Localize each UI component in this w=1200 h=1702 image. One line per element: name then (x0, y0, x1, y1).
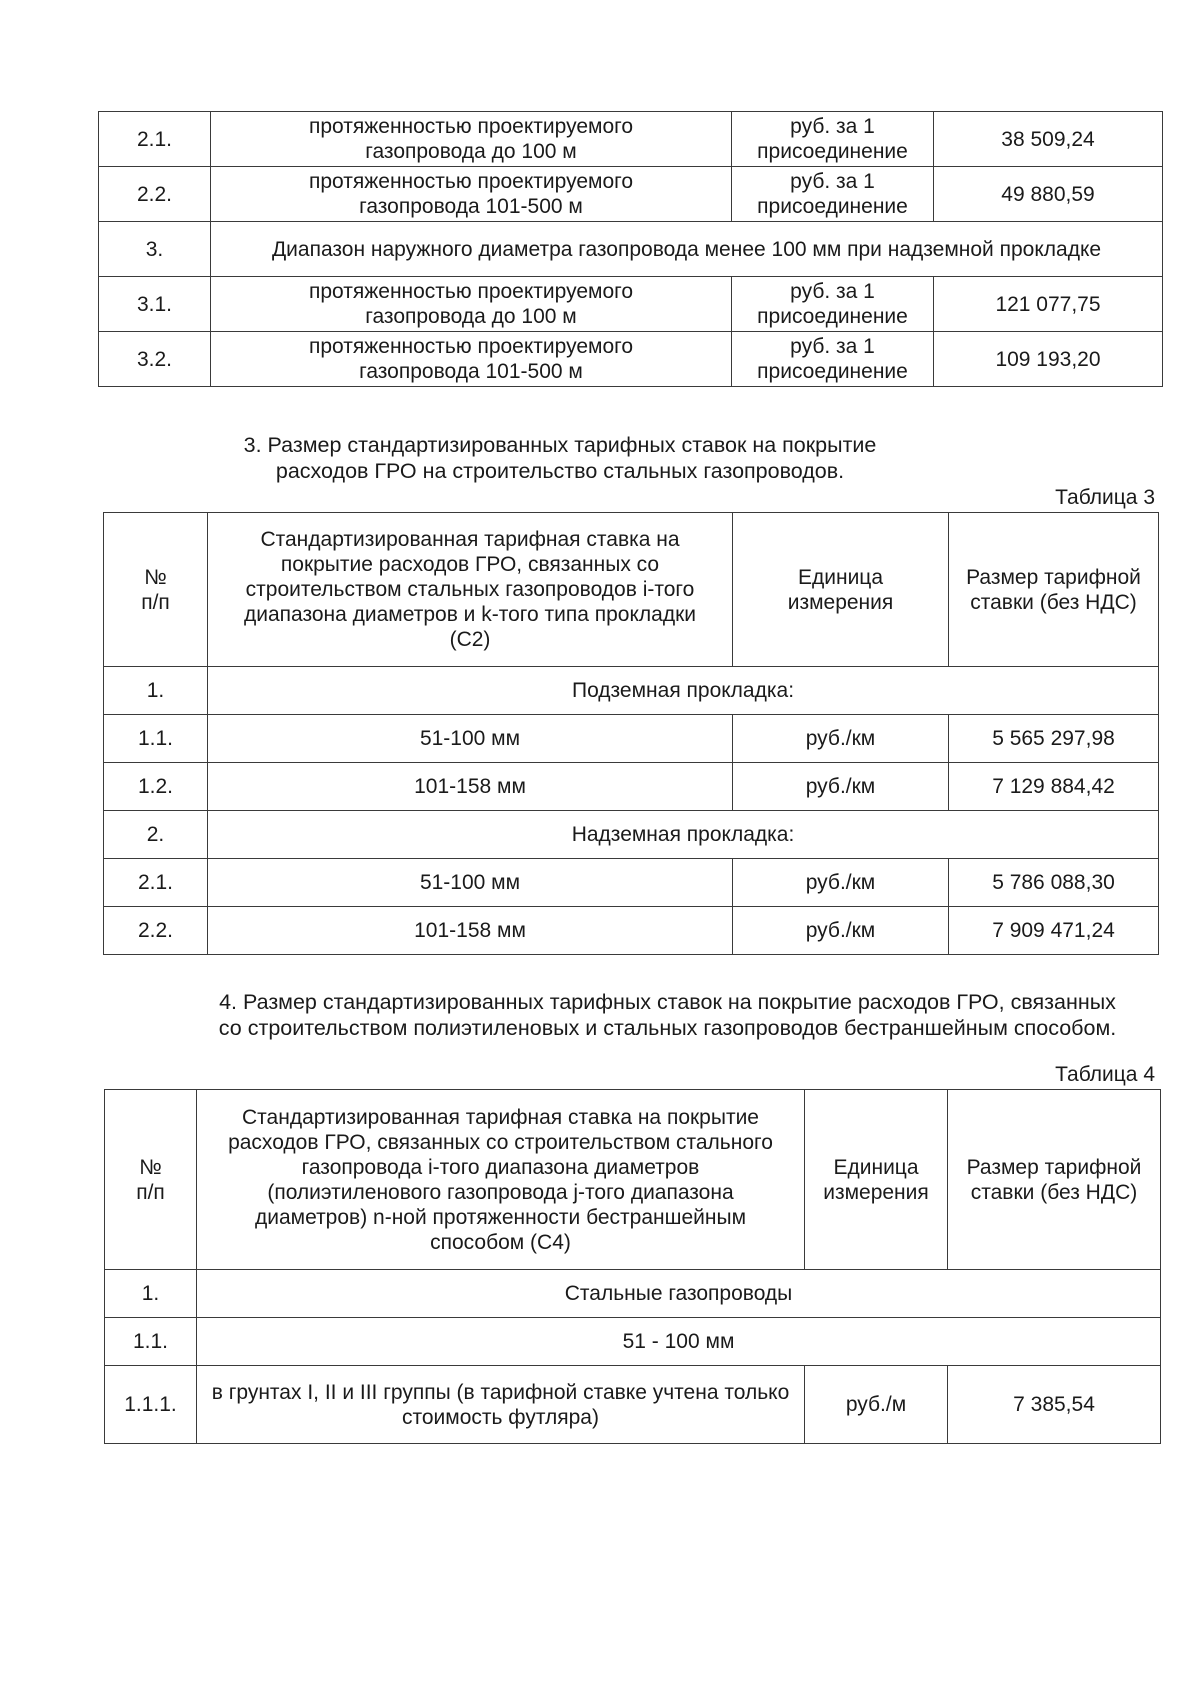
section-3-heading: 3. Размер стандартизированных тарифных ставок на покрытие расходов ГРО на строительство стальных газопроводов. (243, 433, 877, 483)
table-section-row (104, 811, 1159, 859)
row-description: 101-158 мм (208, 763, 733, 811)
table-row (99, 277, 1163, 332)
row-description: протяженностью проектируемого газопровода 101-500 м (211, 167, 732, 222)
table-2-continuation (98, 111, 1163, 387)
section-title: Стальные газопроводы (197, 1270, 1161, 1318)
row-value: 7 129 884,42 (949, 763, 1159, 811)
header-number: № п/п (105, 1090, 197, 1270)
row-number: 3. (99, 222, 211, 277)
header-description: Стандартизированная тарифная ставка на покрытие расходов ГРО, связанных со строительством стального газопровода i-того диапазона диаметров (полиэтиленового газопровода j-того диапазона диаметров) n-ной протяженности бестраншейным способом (С4) (197, 1090, 805, 1270)
table-row (104, 859, 1159, 907)
row-number: 2.1. (99, 112, 211, 167)
row-value: 121 077,75 (934, 277, 1163, 332)
table-section-row (105, 1318, 1161, 1366)
row-description: протяженностью проектируемого газопровода до 100 м (211, 277, 732, 332)
table-section-row (105, 1270, 1161, 1318)
header-description: Стандартизированная тарифная ставка на покрытие расходов ГРО, связанных со строительством стальных газопроводов i-того диапазона диаметров и k-того типа прокладки (С2) (208, 513, 733, 667)
table-row (99, 167, 1163, 222)
row-number: 1. (105, 1270, 197, 1318)
section-4-heading: 4. Размер стандартизированных тарифных ставок на покрытие расходов ГРО, связанных со строительством полиэтиленовых и стальных газопроводов бестраншейным способом. (218, 990, 1117, 1040)
row-number: 1.1.1. (105, 1366, 197, 1444)
row-value: 5 565 297,98 (949, 715, 1159, 763)
row-number: 2. (104, 811, 208, 859)
table-row (104, 907, 1159, 955)
header-value: Размер тарифной ставки (без НДС) (949, 513, 1159, 667)
section-title: 51 - 100 мм (197, 1318, 1161, 1366)
row-number: 2.2. (99, 167, 211, 222)
row-number: 3.1. (99, 277, 211, 332)
table-3-label: Таблица 3 (1055, 486, 1155, 509)
row-description: в грунтах I, II и III группы (в тарифной ставке учтена только стоимость футляра) (197, 1366, 805, 1444)
row-number: 3.2. (99, 332, 211, 387)
row-unit: руб. за 1 присоединение (732, 167, 934, 222)
table-row (104, 763, 1159, 811)
row-description: 101-158 мм (208, 907, 733, 955)
row-description: протяженностью проектируемого газопровода до 100 м (211, 112, 732, 167)
table-4 (104, 1089, 1161, 1444)
row-unit: руб./м (805, 1366, 948, 1444)
row-description: протяженностью проектируемого газопровода 101-500 м (211, 332, 732, 387)
row-unit: руб./км (733, 763, 949, 811)
table-row (99, 112, 1163, 167)
row-value: 49 880,59 (934, 167, 1163, 222)
table-section-row (99, 222, 1163, 277)
section-title: Надземная прокладка: (208, 811, 1159, 859)
header-value: Размер тарифной ставки (без НДС) (948, 1090, 1161, 1270)
row-unit: руб. за 1 присоединение (732, 112, 934, 167)
header-unit: Единица измерения (805, 1090, 948, 1270)
row-unit: руб. за 1 присоединение (732, 277, 934, 332)
table-row (104, 715, 1159, 763)
row-description: 51-100 мм (208, 859, 733, 907)
table-header-row (104, 513, 1159, 667)
row-unit: руб. за 1 присоединение (732, 332, 934, 387)
row-value: 7 385,54 (948, 1366, 1161, 1444)
header-unit: Единица измерения (733, 513, 949, 667)
table-header-row (105, 1090, 1161, 1270)
table-row (105, 1366, 1161, 1444)
row-number: 1.1. (105, 1318, 197, 1366)
table-section-row (104, 667, 1159, 715)
table-row (99, 332, 1163, 387)
row-value: 5 786 088,30 (949, 859, 1159, 907)
row-unit: руб./км (733, 859, 949, 907)
row-number: 1.1. (104, 715, 208, 763)
header-number: № п/п (104, 513, 208, 667)
row-number: 1. (104, 667, 208, 715)
section-title: Диапазон наружного диаметра газопровода менее 100 мм при надземной прокладке (211, 222, 1163, 277)
table-3 (103, 512, 1159, 955)
row-number: 2.1. (104, 859, 208, 907)
row-unit: руб./км (733, 715, 949, 763)
row-number: 2.2. (104, 907, 208, 955)
row-value: 38 509,24 (934, 112, 1163, 167)
row-value: 7 909 471,24 (949, 907, 1159, 955)
row-value: 109 193,20 (934, 332, 1163, 387)
table-4-label: Таблица 4 (1055, 1063, 1155, 1086)
row-description: 51-100 мм (208, 715, 733, 763)
row-unit: руб./км (733, 907, 949, 955)
row-number: 1.2. (104, 763, 208, 811)
section-title: Подземная прокладка: (208, 667, 1159, 715)
